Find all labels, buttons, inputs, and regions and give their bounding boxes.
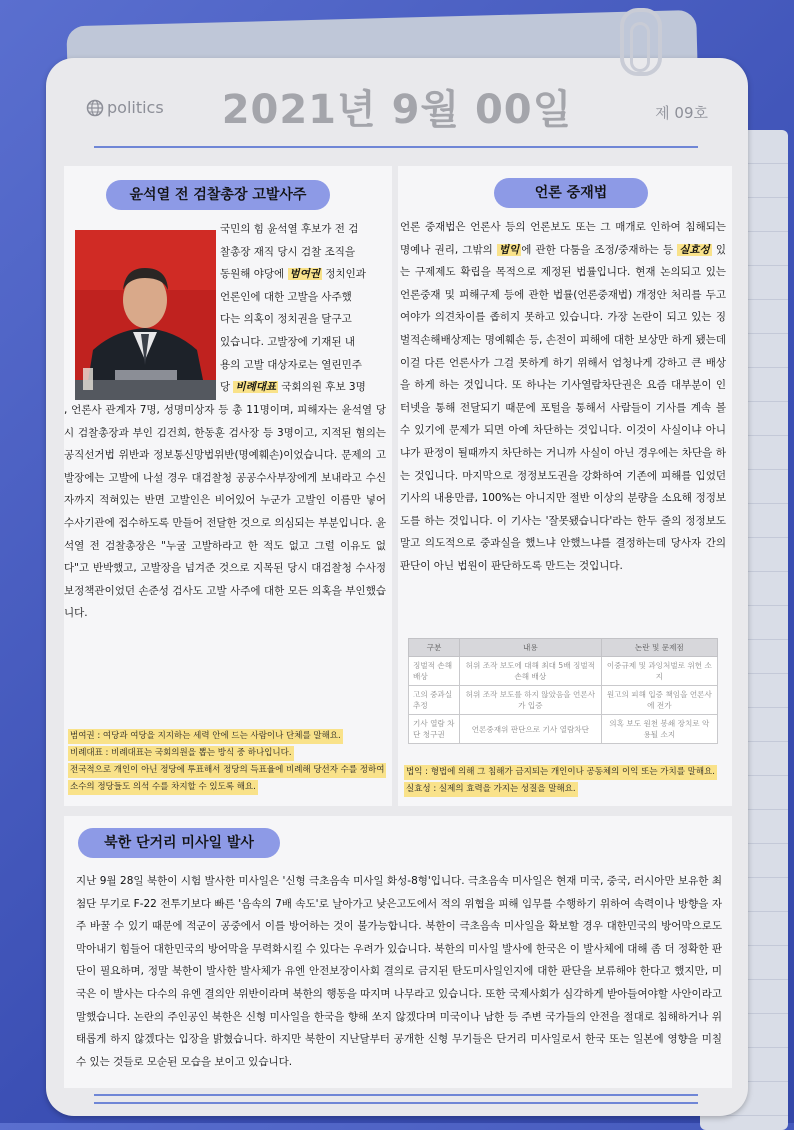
portrait-photo [75,230,216,400]
newsletter-page [46,58,748,1116]
article-1-notes [68,728,388,796]
logo-text: politics [107,98,164,117]
article-1-line: 용의 고발 대상자로는 열린민주 [220,358,362,371]
bottom-rule-2 [94,1102,698,1104]
bottom-rule [94,1094,698,1096]
table-header: 내용 [460,639,602,657]
table-row [409,686,718,715]
footnote: 실효성 : 실제의 효력을 가지는 성질을 말해요. [404,782,578,797]
article-1-title: 윤석열 전 검찰총장 고발사주 [106,180,330,210]
article-1-line: 다는 의혹이 정치권을 달구고 [220,313,352,326]
article-3-body: 지난 9월 28일 북한이 시험 발사한 미사일은 '신형 극초음속 미사일 화성-8형'입니다. 극초음속 미사일은 현재 미국, 중국, 러시아만 보유한 최첨단 무기로 F-22 전투기보다 빠른 '음속의 7배 속도'로 날아가고 낮은고도에서 적의 위협을 피해 임무를 수행하기 위하여 속력이나 방향을 자주 바꿀 수 있기 때문에 적군이 공중에서 이를 방어하는 것이 불가능합니다. 북한이 극초음속 미사일을 확보할 경우 대한민국의 방어막으로도 막아내기 힘들어 대한민국의 방어막을 무력화시킬 수 있다는 우려가 있습니다. 북한의 미사일 발사에 한국은 이 발사체에 대해 좀 더 정확한 판단이 필요하며, 정말 북한이 발사한 발사체가 유엔 안전보장이사회 결의로 금지된 탄도미사일인지에 대한 판단을 보류해야 한다고 했지만, 미국은 이 발사는 다수의 유엔 결의안 위반이라며 북한의 행동을 따지며 나무라고 있습니다. 또한 국제사회가 심각하게 받아들여야할 사안이라고 말했습니다. 논란의 주인공인 북한은 신형 미사일을 한국을 향해 쏘지 않겠다며 미국이나 남한 등 주변 국가들의 안전을 절대로 침해하거나 위태롭게 하지 않겠다는 입장을 밝혔습니다. 하지만 북한이 지난달부터 공개한 신형 무기들은 단거리 미사일로서 한국 또는 일본에 영향을 미칠 수 있는 것들로 모순된 모습을 보이고 있습니다. [76,875,722,1068]
article-1-line: 당 비례대표 국회의원 후보 3명 [220,381,366,394]
highlight-term: 비례대표 [235,381,277,394]
table-cell: 언론중재위 판단으로 기사 열람차단 [460,715,602,744]
issue-date: 2021년 9월 00일 [221,87,573,133]
article-1-line: 찰총장 재직 당시 검찰 조직을 [220,245,356,258]
article-2-notes [404,764,730,798]
comparison-table [408,638,718,744]
table-row [409,657,718,686]
article-1-intro [220,218,386,399]
table-header-row [409,639,718,657]
table-header: 구분 [409,639,460,657]
table-cell: 이중규제 및 과잉처벌로 위헌 소지 [601,657,717,686]
highlight-term: 범여권 [289,268,320,281]
highlight-term: 법익 [498,243,520,256]
article-2-title: 언론 중재법 [494,178,648,208]
table-cell: 징벌적 손해배상 [409,657,460,686]
article-1-line: 국민의 힘 윤석열 후보가 전 검 [220,223,359,235]
article-1-line: 있습니다. 고발장에 기재된 내 [220,335,356,348]
table-header: 논란 및 문제점 [601,639,717,657]
footnote: 범여권 : 여당과 여당을 지지하는 세력 안에 드는 사람이나 단체를 말해요. [68,729,343,744]
table-cell: 원고의 피해 입증 책임을 언론사에 전가 [601,686,717,715]
footnote: 소수의 정당들도 의석 수를 차지할 수 있도록 해요. [68,780,258,795]
footnote: 법익 : 형법에 의해 그 침해가 금지되는 개인이나 공동체의 이익 또는 가치를 말해요. [404,765,717,780]
footnote: 전국적으로 개인이 아닌 정당에 투표해서 정당의 득표율에 비례해 당선자 수를 정하여 [68,763,386,778]
top-rule [94,146,698,148]
paperclip-icon [620,8,662,76]
table-row [409,715,718,744]
article-1-line: 동원해 야당에 범여권 정치인과 [220,268,366,281]
footnote: 비례대표 : 비례대표는 국회의원을 뽑는 방식 중 하나입니다. [68,746,294,761]
article-2-body: 언론 중재법은 언론사 등의 언론보도 또는 그 매개로 인하여 침해되는 명예나 권리, 그밖의 법익 에 관한 다툼을 조정/중재하는 등 실효성 있는 구제제도 확립을 목적으로 제정된 법률입니다. 현재 논의되고 있는 언론중재 및 피해구제 등에 관한 법률(언론중재법) 개정안 처리를 두고 여야가 의견차이를 좁히지 못하고 있습니다. 가장 논란이 되고 있는 징벌적손해배상제는 명예훼손 등, 손전이 피해에 대한 보상만 하게 됐는데 이걸 다른 언론사가 그걸 못하게 하기 위해서 엄청나게 강하고 큰 배상을 하게 하는 것입니다. 또 하나는 기사열람차단권은 요즘 대부분이 인터넷을 통해 전달되기 때문에 포털을 통해서 사람들이 기사를 계속 볼 수 있기에 문제가 되면 아예 차단하는 것입니다. 이것이 사실이냐 아니냐가 판정이 될때까지 차단하는 거니까 사실이 아닌 경우에는 차단을 하는 것입니다. 마지막으로 정정보도권을 강화하여 기존에 피해를 입었던 기사의 내용만큼, 100%는 아니지만 절반 이상의 분량을 소요해 정정보도를 하는 것입니다. 이 기사는 '잘못됐습니다'라는 한두 줄의 정정보도 말고 의도적으로 중과실을 했느냐 안했느냐를 결정하는데 당사자 간의 판단이 아닌 법원이 판단하도록 만드는 것입니다. [400,221,726,572]
table-cell: 허위 조작 보도를 하지 않았음을 언론사가 입증 [460,686,602,715]
article-3-title: 북한 단거리 미사일 발사 [78,828,280,858]
highlight-term: 실효성 [679,243,710,256]
article-1-line: 언론인에 대한 고발을 사주했 [220,290,352,303]
table-cell: 기사 열람 차단 청구권 [409,715,460,744]
table-cell: 고의 중과실 추정 [409,686,460,715]
article-1-body: , 언론사 관계자 7명, 성명미상자 등 총 11명이며, 피해자는 윤석열 당시 검찰총장과 부인 김건희, 한동훈 검사장 등 3명이고, 지적된 혐의는 공직선거법 위반과 정보통신망법위반(명예훼손)이었습니다. 문제의 고발장에는 고발에 나설 경우 대검찰청 공공수사부장에게 보내라고 수신자까지 적혀있는 반면 고발인은 비어있어 누군가 고발인 이름만 넣어 수사기관에 접수하도록 만들어 전달한 것으로 의심되는 부분입니다. 윤석열 전 검찰총장은 "누굴 고발하라고 한 적도 없고 그럴 이유도 없다"고 반박했고, 고발장을 넘겨준 것으로 지목된 당시 대검찰청 수사정보정책관이었던 손준성 검사도 고발 사주에 대한 모든 의혹을 부인했습니다. [64,404,386,620]
table-cell: 허위 조작 보도에 대해 최대 5배 징벌적 손해 배상 [460,657,602,686]
issue-number: 제 09호 [655,104,708,122]
table-cell: 의혹 보도 원천 봉쇄 장치로 악용될 소지 [601,715,717,744]
